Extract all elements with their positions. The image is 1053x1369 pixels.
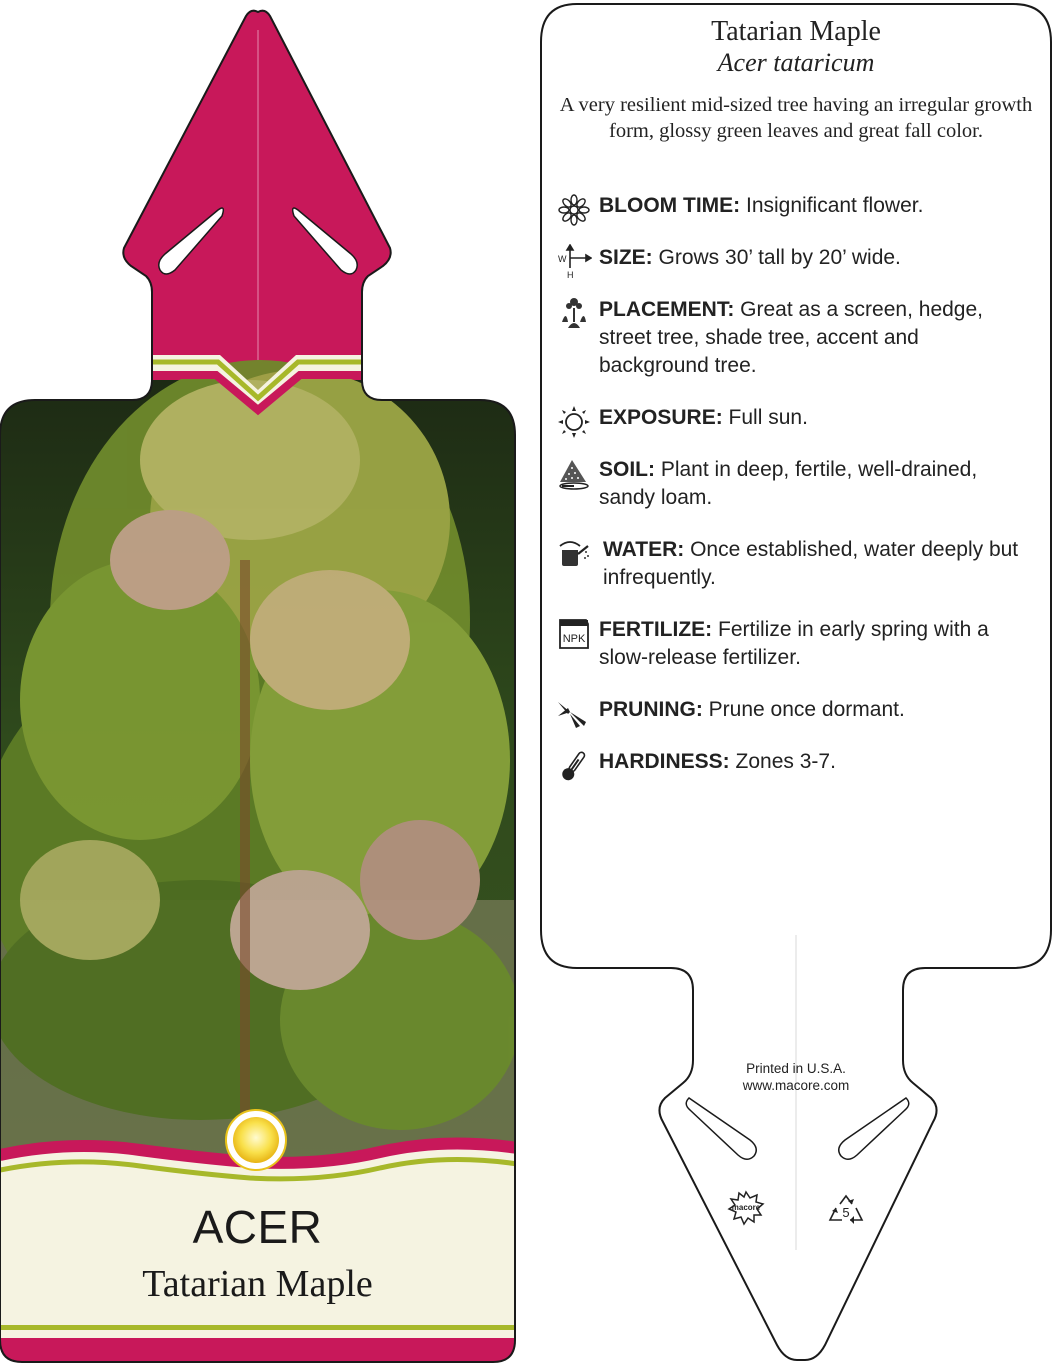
watering-can-icon bbox=[556, 536, 592, 572]
printed-country: Printed in U.S.A. bbox=[746, 1061, 846, 1076]
pruning-shears-icon bbox=[556, 696, 592, 732]
size-arrows-icon bbox=[556, 244, 592, 280]
soil-icon bbox=[556, 456, 592, 492]
svg-text:macore: macore bbox=[731, 1203, 761, 1212]
plants-placement-icon bbox=[556, 296, 592, 332]
full-sun-badge bbox=[226, 1110, 286, 1170]
recycle-icon bbox=[828, 1194, 864, 1226]
front-genus-name: ACER bbox=[192, 1201, 323, 1253]
back-title: Tatarian Maple bbox=[711, 16, 881, 47]
npk-fertilizer-icon bbox=[556, 616, 592, 652]
back-latin-name: Acer tataricum bbox=[717, 48, 875, 77]
sun-icon bbox=[556, 404, 592, 440]
svg-text:W: W bbox=[558, 254, 567, 264]
thermometer-icon bbox=[556, 748, 592, 784]
printed-website: www.macore.com bbox=[742, 1078, 850, 1093]
svg-text:H: H bbox=[567, 270, 574, 280]
flower-icon bbox=[556, 192, 592, 228]
front-common-name: Tatarian Maple bbox=[142, 1263, 373, 1305]
back-description: A very resilient mid-sized tree having an irregular growth form, glossy green leaves and great fall color. bbox=[559, 94, 1033, 142]
svg-text:NPK: NPK bbox=[562, 633, 586, 645]
printed-info bbox=[700, 1060, 892, 1094]
macore-logo bbox=[726, 1190, 766, 1226]
svg-text:5: 5 bbox=[842, 1205, 850, 1220]
